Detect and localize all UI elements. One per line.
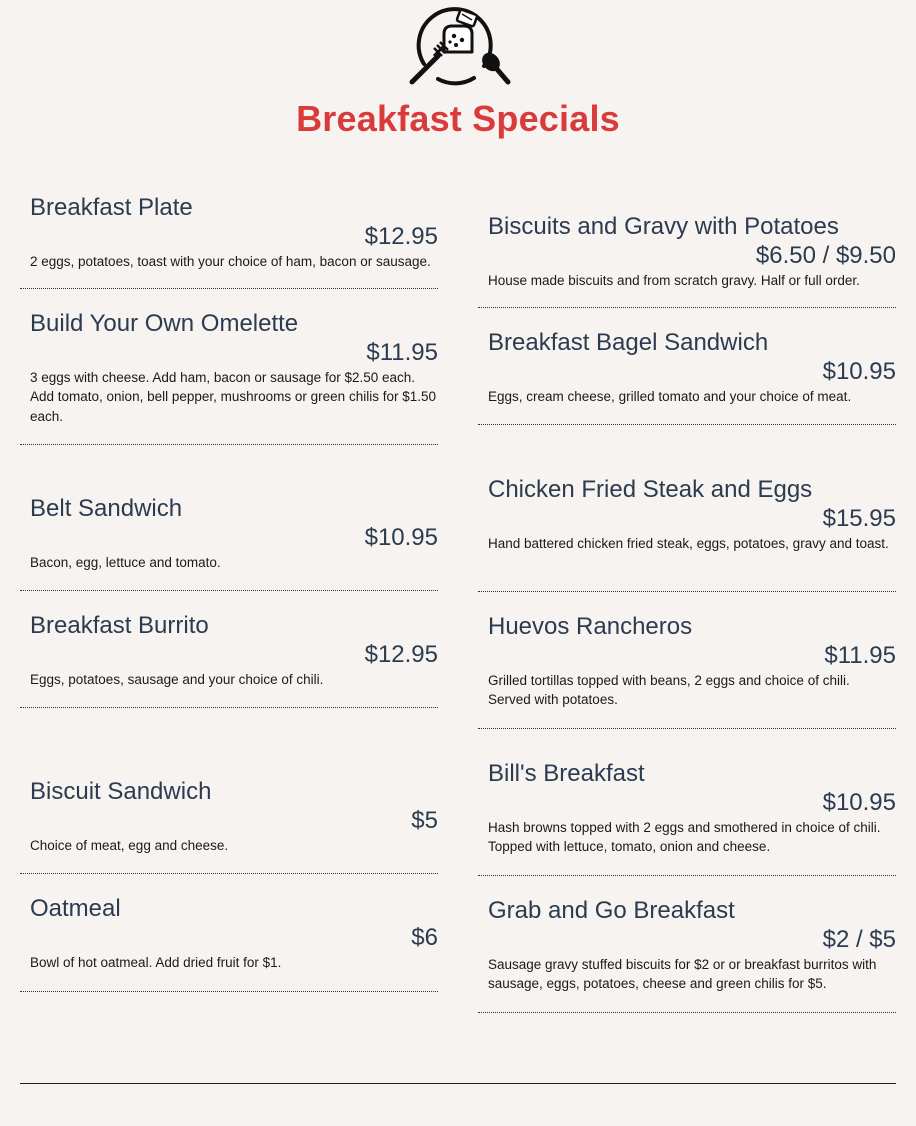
item-price: $10.95 — [364, 523, 438, 551]
item-price: $12.95 — [364, 640, 438, 668]
item-name: Build Your Own Omelette — [30, 310, 299, 337]
item-description: House made biscuits and from scratch gravy. Half or full order. — [488, 272, 860, 288]
menu-item — [478, 592, 896, 729]
menu-item — [478, 199, 896, 308]
item-price: $6.50 / $9.50 — [755, 241, 896, 269]
item-name: Oatmeal — [30, 895, 121, 922]
item-name: Breakfast Bagel Sandwich — [488, 329, 769, 356]
item-price: $10.95 — [822, 788, 896, 816]
plate-fork-spoon-toast-icon — [404, 4, 512, 88]
item-description: Eggs, potatoes, sausage and your choice of chili. — [30, 671, 324, 687]
item-name: Bill's Breakfast — [488, 760, 645, 787]
item-description: Grilled tortillas topped with beans, 2 eggs and choice of chili. Served with potatoes. — [488, 672, 850, 708]
item-description: 2 eggs, potatoes, toast with your choice of ham, bacon or sausage. — [30, 253, 431, 269]
menu-item — [478, 729, 896, 876]
item-price: $10.95 — [822, 357, 896, 385]
item-description: Choice of meat, egg and cheese. — [30, 837, 229, 853]
item-description: Bacon, egg, lettuce and tomato. — [30, 554, 221, 570]
item-price: $11.95 — [366, 338, 438, 366]
item-description: Hash browns topped with 2 eggs and smothered in choice of chili. Topped with lettuce, tomato, onion and cheese. — [488, 819, 881, 855]
menu-item — [20, 708, 438, 874]
footer-divider — [20, 1083, 896, 1084]
menu-item — [20, 445, 438, 591]
item-name: Biscuit Sandwich — [30, 778, 212, 805]
item-name: Grab and Go Breakfast — [488, 897, 735, 924]
item-price: $15.95 — [822, 504, 896, 532]
item-description: Hand battered chicken fried steak, eggs, potatoes, gravy and toast. — [488, 535, 889, 551]
item-description: Bowl of hot oatmeal. Add dried fruit for $1. — [30, 954, 282, 970]
item-price: $5 — [411, 806, 438, 834]
menu-item — [478, 876, 896, 1013]
item-name: Belt Sandwich — [30, 495, 183, 522]
item-name: Breakfast Plate — [30, 194, 193, 221]
item-description: Eggs, cream cheese, grilled tomato and your choice of meat. — [488, 388, 852, 404]
item-price: $6 — [411, 923, 438, 951]
menu-column-left — [20, 180, 438, 992]
menu-item — [20, 874, 438, 992]
page-title: Breakfast Specials — [296, 98, 620, 139]
menu-item — [20, 289, 438, 445]
item-name: Biscuits and Gravy with Potatoes — [488, 213, 839, 240]
item-price: $12.95 — [364, 222, 438, 250]
menu-item — [478, 308, 896, 425]
item-name: Huevos Rancheros — [488, 613, 693, 640]
item-description: Sausage gravy stuffed biscuits for $2 or or breakfast burritos with sausage, eggs, potatoes, cheese and green chilis for $5. — [488, 956, 877, 992]
item-name: Breakfast Burrito — [30, 612, 209, 639]
item-price: $2 / $5 — [822, 925, 896, 953]
item-price: $11.95 — [824, 641, 896, 669]
menu-column-right — [478, 199, 896, 1013]
item-name: Chicken Fried Steak and Eggs — [488, 476, 813, 503]
menu-item — [20, 180, 438, 289]
item-description: 3 eggs with cheese. Add ham, bacon or sausage for $2.50 each. Add tomato, onion, bell pepper, mushrooms or green chilis for $1.50 each. — [30, 369, 436, 424]
menu-item — [478, 425, 896, 592]
menu-item — [20, 591, 438, 708]
